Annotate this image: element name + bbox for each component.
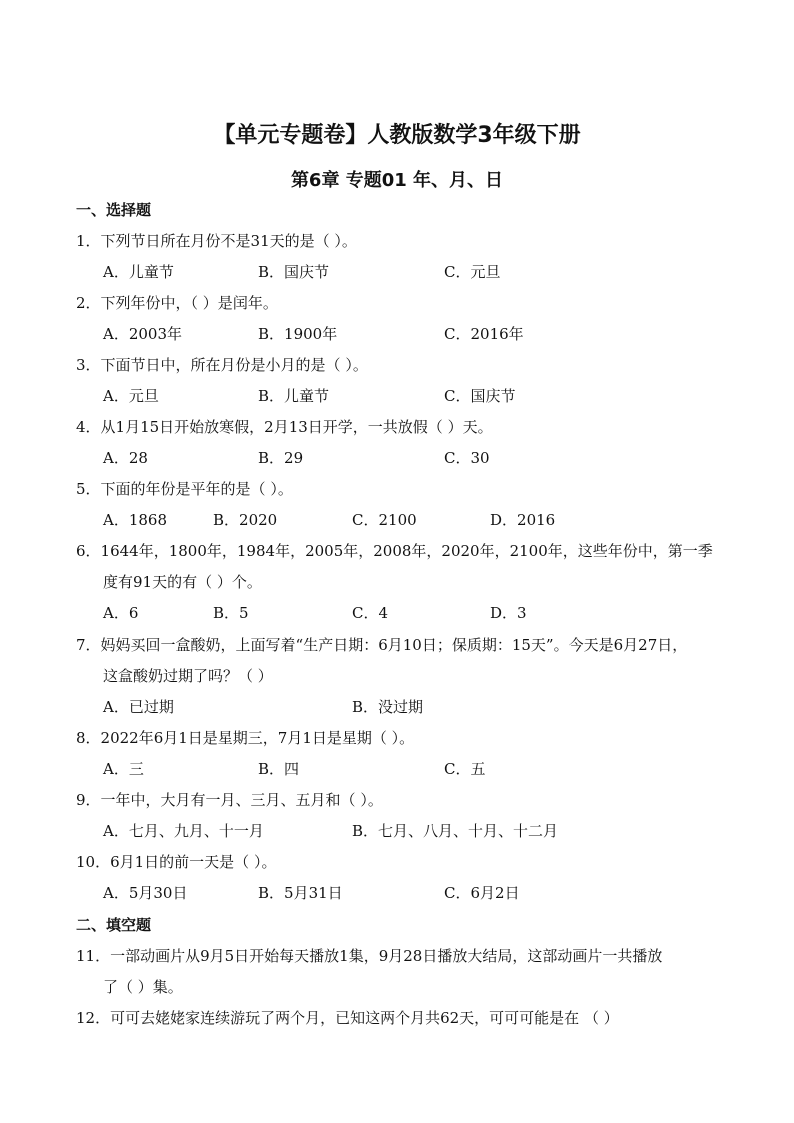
page-title: 【单元专题卷】人教版数学3年级下册 (213, 123, 581, 148)
q5-option-d: D．2016 (490, 511, 556, 529)
q2-option-a: A．2003年 (103, 325, 183, 343)
q6-option-b: B．5 (213, 604, 249, 622)
page-subtitle: 第6章 专题01 年、月、日 (290, 170, 504, 191)
question-9: 9．一年中，大月有一月、三月、五月和（ ）。 (76, 791, 383, 809)
q4-option-c: C．30 (444, 449, 490, 467)
q7-option-b: B．没过期 (352, 698, 424, 716)
q3-option-b: B．儿童节 (258, 387, 330, 405)
q5-option-b: B．2020 (213, 511, 278, 529)
q3-option-c: C．国庆节 (444, 387, 516, 405)
q10-option-c: C．6月2日 (444, 884, 520, 902)
question-6-line-1: 6．1644年，1800年，1984年，2005年，2008年，2020年，2100年，这些年份中，第一季 (76, 542, 713, 560)
question-7-line-1: 7．妈妈买回一盒酸奶，上面写着“生产日期：6月10日；保质期：15天”。今天是6月27日， (76, 636, 688, 654)
q1-option-c: C．元旦 (444, 263, 501, 281)
question-10: 10．6月1日的前一天是（ ）。 (76, 853, 277, 871)
question-5: 5．下面的年份是平年的是（ ）。 (76, 480, 293, 498)
q1-option-b: B．国庆节 (258, 263, 330, 281)
q10-option-a: A．5月30日 (103, 884, 188, 902)
q6-option-a: A．6 (103, 604, 139, 622)
question-8: 8．2022年6月1日是星期三，7月1日是星期（ ）。 (76, 729, 415, 747)
q7-option-a: A．已过期 (103, 698, 174, 716)
question-11-line-1: 11．一部动画片从9月5日开始每天播放1集，9月28日播放大结局，这部动画片一共播放 (76, 947, 663, 965)
q4-option-b: B．29 (258, 449, 304, 467)
q5-option-c: C．2100 (352, 511, 417, 529)
q6-option-c: C．4 (352, 604, 389, 622)
section-heading-fill: 二、填空题 (76, 916, 152, 934)
q4-option-a: A．28 (103, 449, 148, 467)
question-12: 12．可可去姥姥家连续游玩了两个月，已知这两个月共62天，可可可能是在 （ ） (76, 1009, 619, 1027)
q8-option-b: B．四 (258, 760, 300, 778)
section-heading-choice: 一、选择题 (76, 201, 152, 219)
q2-option-c: C．2016年 (444, 325, 524, 343)
q8-option-a: A．三 (103, 760, 144, 778)
question-3: 3．下面节日中，所在月份是小月的是（ ）。 (76, 356, 368, 374)
question-11-line-2: 了（ ）集。 (103, 978, 183, 996)
q10-option-b: B．5月31日 (258, 884, 343, 902)
q9-option-a: A．七月、九月、十一月 (103, 822, 264, 840)
question-6-line-2: 度有91天的有（ ）个。 (103, 573, 262, 591)
q8-option-c: C．五 (444, 760, 486, 778)
q2-option-b: B．1900年 (258, 325, 338, 343)
q3-option-a: A．元旦 (103, 387, 159, 405)
question-2: 2．下列年份中，（ ）是闰年。 (76, 294, 278, 312)
question-4: 4．从1月15日开始放寒假，2月13日开学，一共放假（ ）天。 (76, 418, 493, 436)
q5-option-a: A．1868 (103, 511, 168, 529)
question-1: 1．下列节日所在月份不是31天的是（ ）。 (76, 232, 357, 250)
question-7-line-2: 这盒酸奶过期了吗？（ ） (103, 667, 273, 685)
q6-option-d: D．3 (490, 604, 527, 622)
q9-option-b: B．七月、八月、十月、十二月 (352, 822, 559, 840)
q1-option-a: A．儿童节 (103, 263, 174, 281)
